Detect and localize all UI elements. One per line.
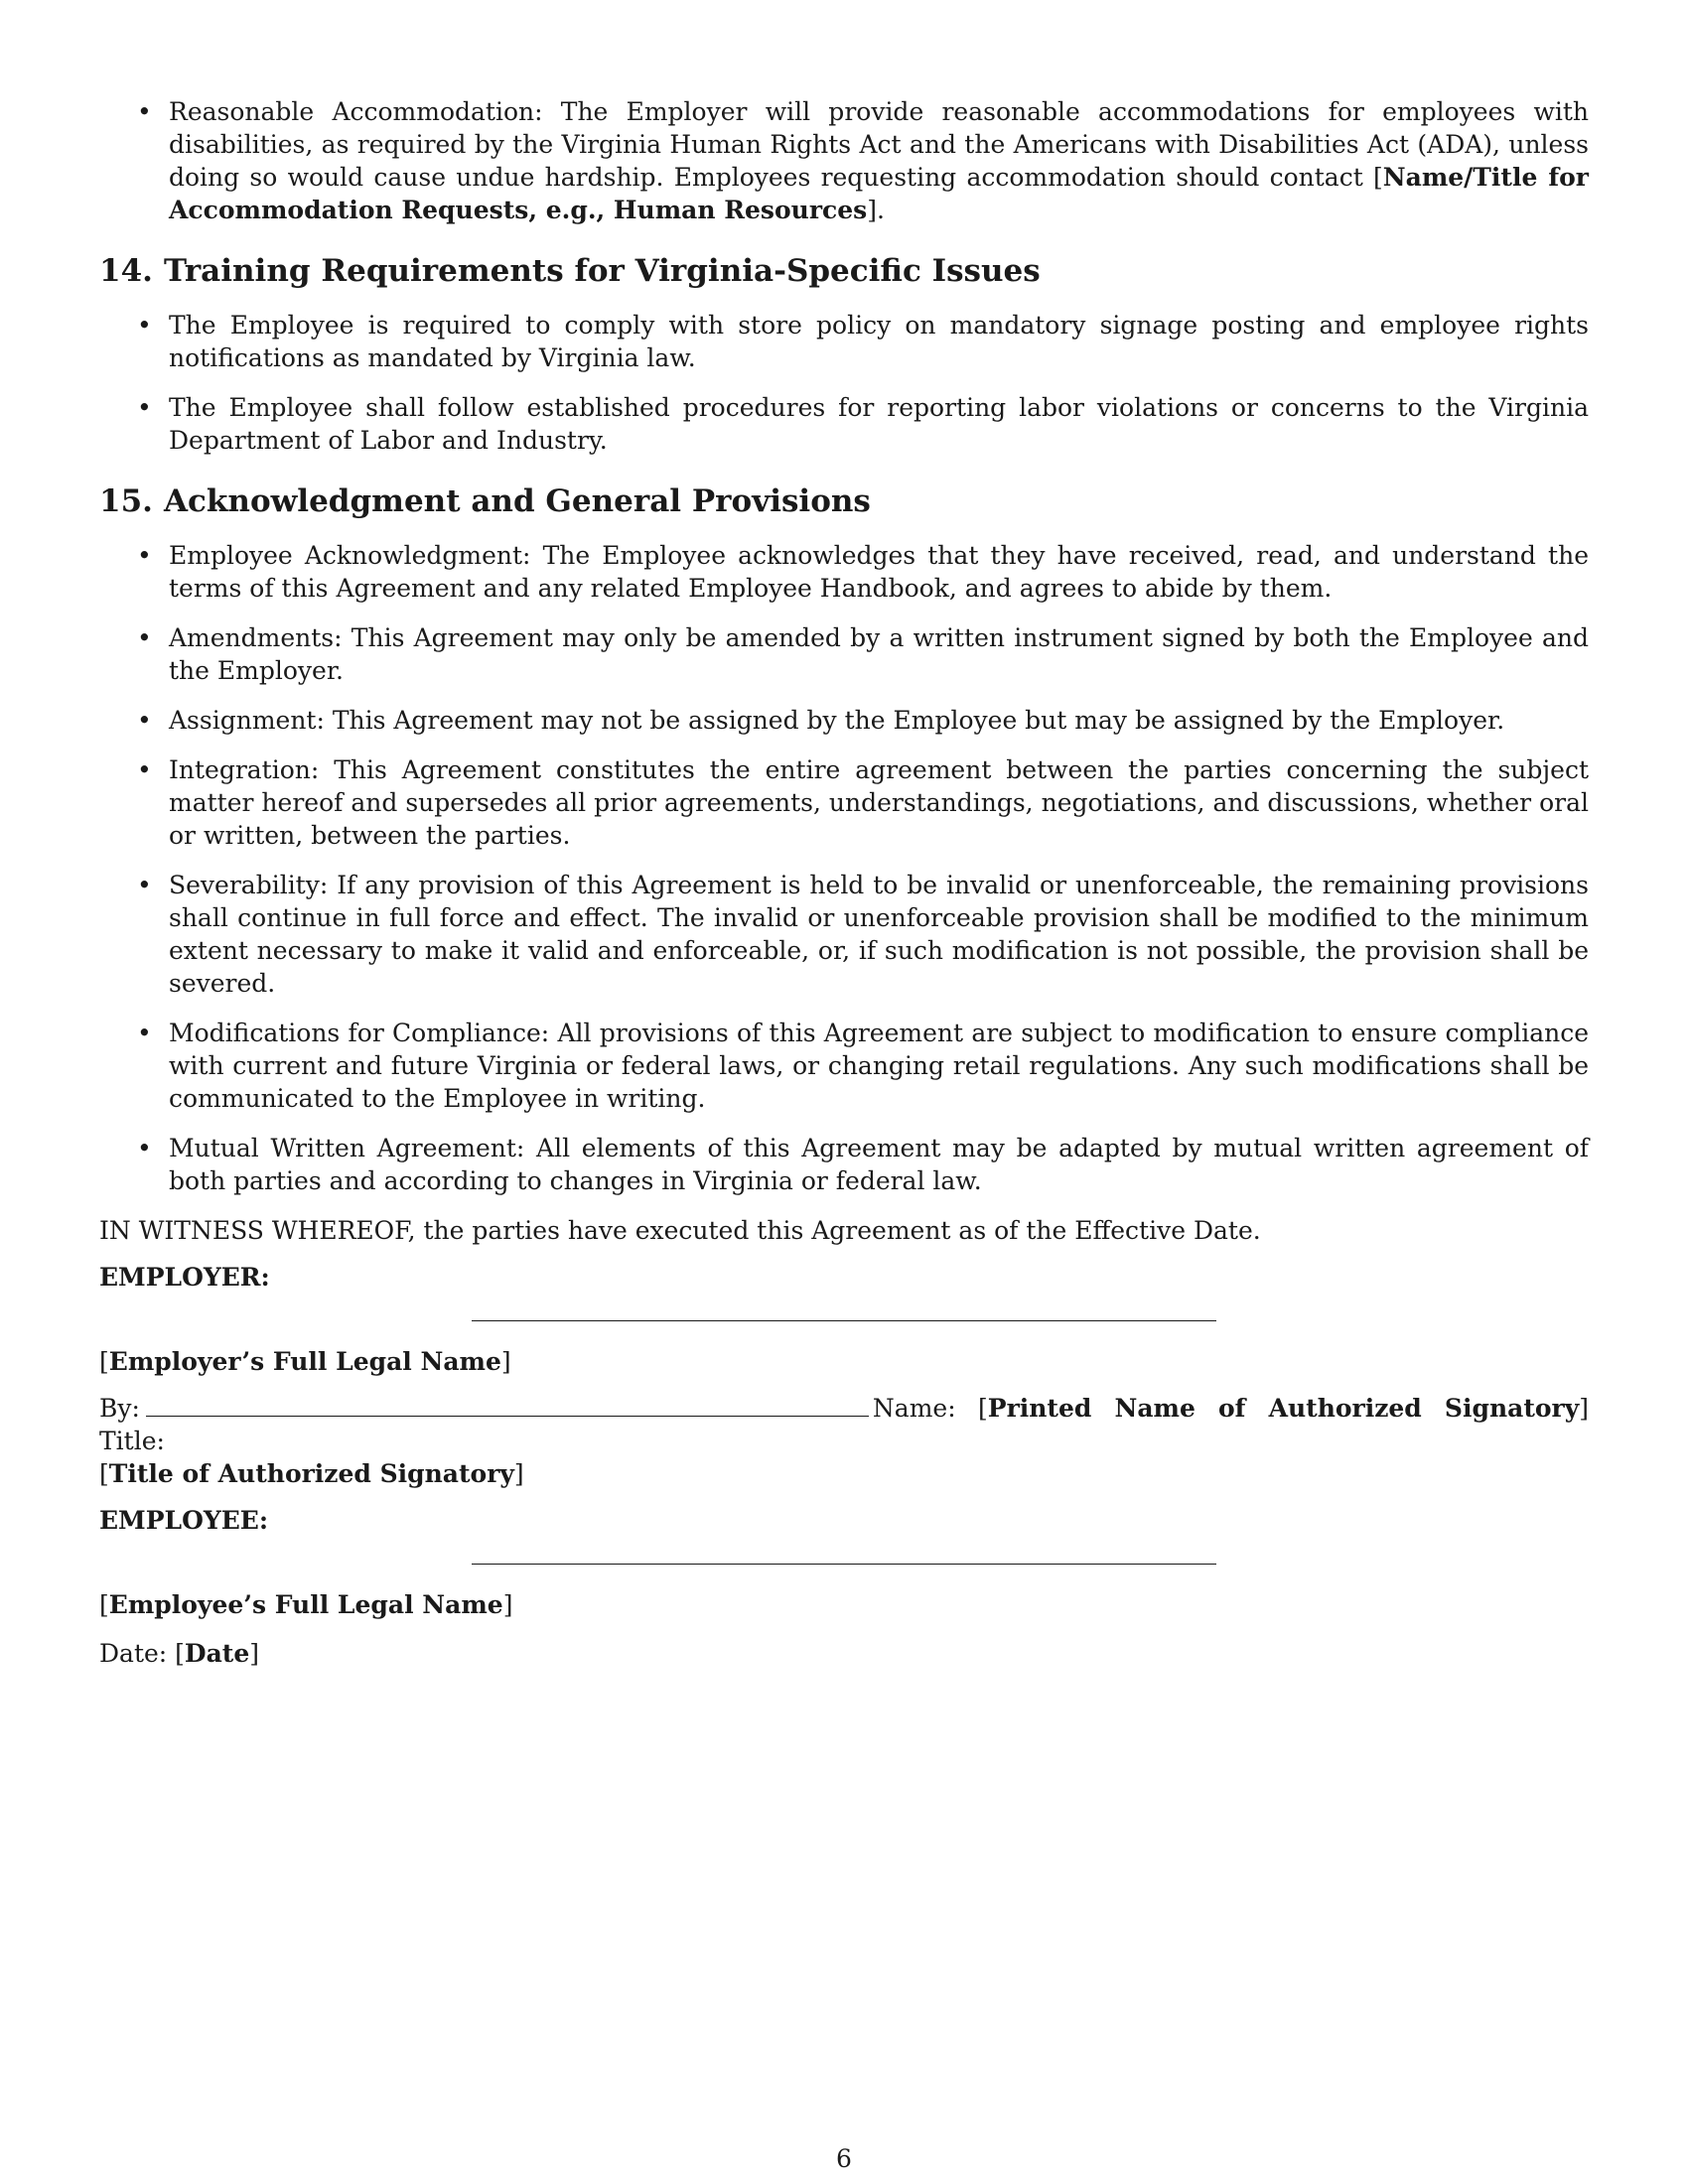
section-number: 14. [99,253,153,289]
document-page [99,95,1589,1670]
printed-name-placeholder: Printed Name of Authorized Signatory [987,1394,1580,1423]
section-number: 15. [99,483,153,519]
employee-label: EMPLOYEE: [99,1506,269,1535]
list-item-text: Amendments: This Agreement may only be amended by a written instrument signed by both the Employee and the Employer. [169,623,1589,685]
title-label: ] Title: [99,1394,1590,1455]
list-item-text: Modifications for Compliance: All provisions of this Agreement are subject to modification to ensure compliance with current and future Virginia or federal laws, or changing retail regulations. Any such modifications shall be communicated to the Employee in writing. [169,1019,1589,1113]
list-item-text: Mutual Written Agreement: All elements of this Agreement may be adapted by mutual written agreement of both parties and according to changes in Virginia or federal law. [169,1134,1589,1195]
section-title: Training Requirements for Virginia-Specific Issues [164,253,1041,289]
accommodation-close: ]. [867,196,885,224]
by-signature-blank[interactable] [146,1394,869,1417]
section-15-heading [99,483,1589,519]
title-placeholder: Title of Authorized Signatory [108,1459,514,1488]
bullet-icon: • [137,311,152,340]
employer-signature-line[interactable] [472,1320,1216,1321]
section-15-list [99,539,1589,1197]
date-label: Date: [ [99,1639,185,1668]
bullet-icon: • [137,1134,152,1162]
list-item-text: The Employee shall follow established procedures for reporting labor violations or concerns to the Virginia Department of Labor and Industry. [169,393,1589,455]
employer-label: EMPLOYER: [99,1263,270,1292]
date-placeholder: Date [184,1639,250,1668]
list-item [99,621,1589,687]
accommodation-list [99,95,1589,226]
list-item-text: Integration: This Agreement constitutes the entire agreement between the parties concerning the subject matter hereof and supersedes all prior agreements, understandings, negotiations, and discussions, whether oral or written, between the parties. [169,755,1589,850]
employee-name-line: [Employee’s Full Legal Name] [99,1590,513,1619]
list-item [99,1017,1589,1115]
name-label: Name: [ [872,1394,988,1423]
list-item-text: Employee Acknowledgment: The Employee acknowledges that they have received, read, and understand the terms of this Agreement and any related Employee Handbook, and agrees to abide by them. [169,541,1589,603]
list-item [99,869,1589,1000]
list-item-text: Severability: If any provision of this Agreement is held to be invalid or unenforceable, the remaining provisions shall continue in full force and effect. The invalid or unenforceable provision shall be modified to the minimum extent necessary to make it valid and enforceable, or, if such modification is not possible, the provision shall be severed. [169,871,1589,998]
bullet-icon: • [137,706,152,735]
bullet-icon: • [137,623,152,652]
by-label: By: [99,1394,140,1423]
list-item [99,309,1589,374]
list-item [99,95,1589,226]
section-14-heading [99,253,1589,289]
accommodation-contact: Name/Title for Accommodation Requests, e.g., Human Resources [169,163,1589,224]
list-item-text: The Employee is required to comply with store policy on mandatory signage posting and employee rights notifications as mandated by Virginia law. [169,311,1589,372]
list-item-text: Assignment: This Agreement may not be assigned by the Employee but may be assigned by the Employer. [169,706,1505,735]
list-item [99,391,1589,457]
list-item [99,704,1589,737]
bullet-icon: • [137,755,152,784]
employee-date-line: Date: [Date] [99,1639,260,1668]
list-item [99,753,1589,852]
bullet-icon: • [137,871,152,899]
page-number: 6 [836,2144,852,2173]
employer-name-placeholder: Employer’s Full Legal Name [108,1347,501,1376]
witness-clause: IN WITNESS WHEREOF, the parties have executed this Agreement as of the Effective Date. [99,1216,1261,1245]
employee-signature-line[interactable] [472,1564,1216,1565]
list-item [99,1132,1589,1197]
accommodation-text: Reasonable Accommodation: The Employer will provide reasonable accommodations for employees with disabilities, as required by the Virginia Human Rights Act and the Americans with Disabilities Act (ADA), unless doing so would cause undue hardship. Employees requesting accommodation should contact [ [169,97,1589,192]
section-14-list [99,309,1589,457]
section-title: Acknowledgment and General Provisions [164,483,871,519]
bullet-icon: • [137,541,152,570]
bullet-icon: • [137,393,152,422]
employer-by-line: By: Name: [Printed Name of Authorized Signatory] Title: [Title of Authorized Signatory] [99,1394,1590,1488]
bullet-icon: • [137,97,152,126]
bullet-icon: • [137,1019,152,1047]
employer-name-line: [Employer’s Full Legal Name] [99,1347,511,1376]
list-item [99,539,1589,605]
employee-name-placeholder: Employee’s Full Legal Name [108,1590,503,1619]
